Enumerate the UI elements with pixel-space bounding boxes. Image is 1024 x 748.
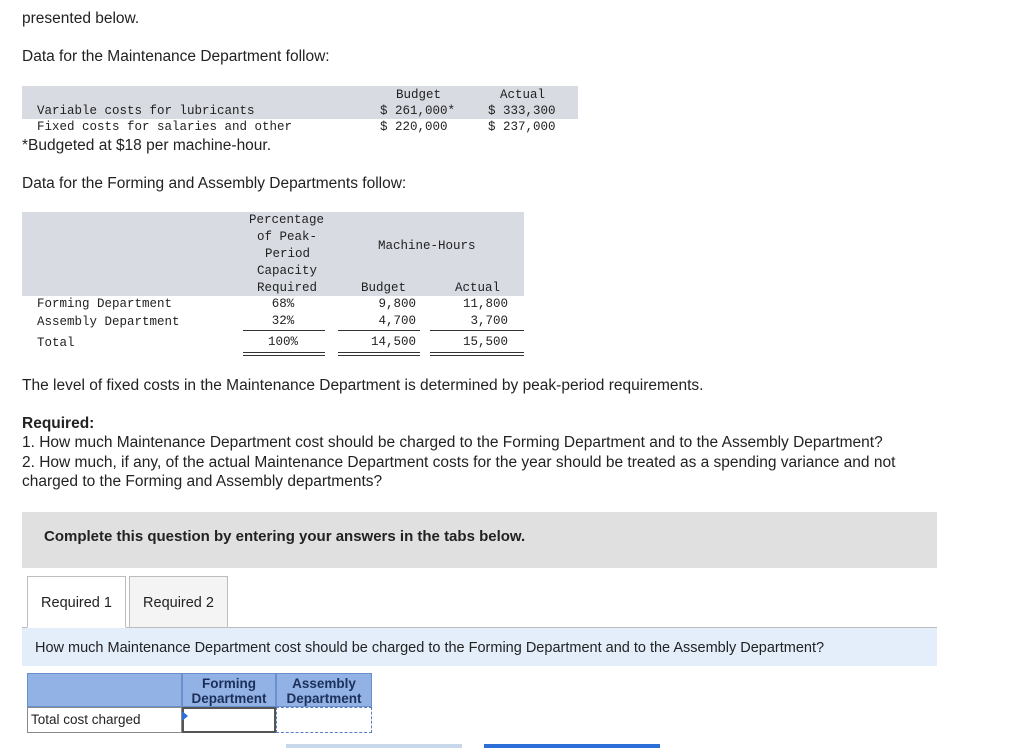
active-cell-marker-icon [182, 711, 188, 721]
forming-header-line2: Department [191, 691, 267, 706]
departments-intro: Data for the Forming and Assembly Departments follow: [22, 175, 407, 192]
answer-header-blank [27, 673, 182, 707]
total-double-rule [430, 352, 524, 353]
tab-required-2[interactable]: Required 2 [129, 576, 228, 628]
forming-cost-cell[interactable] [182, 707, 276, 733]
dept-total-pct: 100% [267, 335, 298, 349]
dept-row-pct: 32% [271, 314, 295, 328]
dept-row-pct: 68% [271, 297, 295, 311]
maint-row-label: Fixed costs for salaries and other [37, 120, 293, 134]
pct-header-line: of Peak- [257, 230, 318, 244]
dept-row-actual: 11,800 [462, 297, 508, 311]
dept-row-budget: 9,800 [378, 297, 416, 311]
fixed-cost-note: The level of fixed costs in the Maintenance Department is determined by peak-period requirements. [22, 377, 704, 394]
assembly-department-header [276, 673, 372, 707]
dept-col-budget: Budget [361, 281, 407, 295]
maint-row-label: Variable costs for lubricants [37, 104, 255, 118]
maint-row-budget: $ 220,000 [380, 120, 448, 134]
machine-hours-header: Machine-Hours [378, 239, 476, 253]
total-double-rule [243, 355, 325, 356]
pct-header-line: Percentage [249, 213, 325, 227]
next-button-edge[interactable] [484, 744, 660, 748]
subtotal-rule [338, 330, 420, 331]
dept-row-budget: 4,700 [378, 314, 416, 328]
maint-col-actual: Actual [500, 88, 546, 102]
maint-row-budget: $ 261,000* [380, 104, 456, 118]
dept-row-label: Forming Department [37, 297, 173, 311]
prev-button-edge[interactable] [286, 744, 462, 748]
maint-col-budget: Budget [396, 88, 442, 102]
dept-total-budget: 14,500 [370, 335, 416, 349]
instructions-bar [22, 512, 937, 568]
forming-department-header [182, 673, 276, 707]
assembly-header-line2: Department [286, 691, 362, 706]
forming-header-line1: Forming [202, 676, 256, 691]
total-double-rule [338, 355, 420, 356]
dept-total-actual: 15,500 [462, 335, 508, 349]
subtotal-rule [243, 330, 325, 331]
dept-row-label: Assembly Department [37, 315, 180, 329]
intro-text-partial: presented below. [22, 10, 140, 27]
dept-row-actual: 3,700 [470, 314, 508, 328]
total-double-rule [430, 355, 524, 356]
required-q2-cont: charged to the Forming and Assembly departments? [22, 473, 383, 490]
required-q2: 2. How much, if any, of the actual Maintenance Department costs for the year should be treated as a spending variance and not [22, 454, 896, 471]
total-double-rule [243, 352, 325, 353]
instructions-text: Complete this question by entering your answers in the tabs below. [44, 528, 526, 545]
total-double-rule [338, 352, 420, 353]
pct-header-line: Period [265, 247, 311, 261]
question-box [22, 628, 937, 666]
subtotal-rule [430, 330, 524, 331]
pct-header-line: Required [257, 281, 318, 295]
required-heading: Required: [22, 415, 95, 432]
assembly-header-line1: Assembly [292, 676, 356, 691]
question-text: How much Maintenance Department cost should be charged to the Forming Department and to the Assembly Department? [35, 640, 825, 656]
total-cost-charged-label: Total cost charged [27, 707, 182, 733]
dept-col-actual: Actual [455, 281, 501, 295]
pct-header-line: Capacity [257, 264, 318, 278]
forming-cost-input[interactable] [184, 709, 274, 731]
required-q1: 1. How much Maintenance Department cost should be charged to the Forming Department and to the Assembly Department? [22, 434, 883, 451]
maint-row-actual: $ 237,000 [488, 120, 556, 134]
maint-row-actual: $ 333,300 [488, 104, 556, 118]
assembly-cost-input[interactable] [277, 708, 371, 732]
tab-required-1[interactable]: Required 1 [27, 576, 126, 628]
maintenance-intro: Data for the Maintenance Department follow: [22, 48, 330, 65]
dept-total-label: Total [37, 336, 75, 350]
assembly-cost-cell[interactable] [276, 707, 372, 733]
maint-footnote: *Budgeted at $18 per machine-hour. [22, 137, 272, 154]
